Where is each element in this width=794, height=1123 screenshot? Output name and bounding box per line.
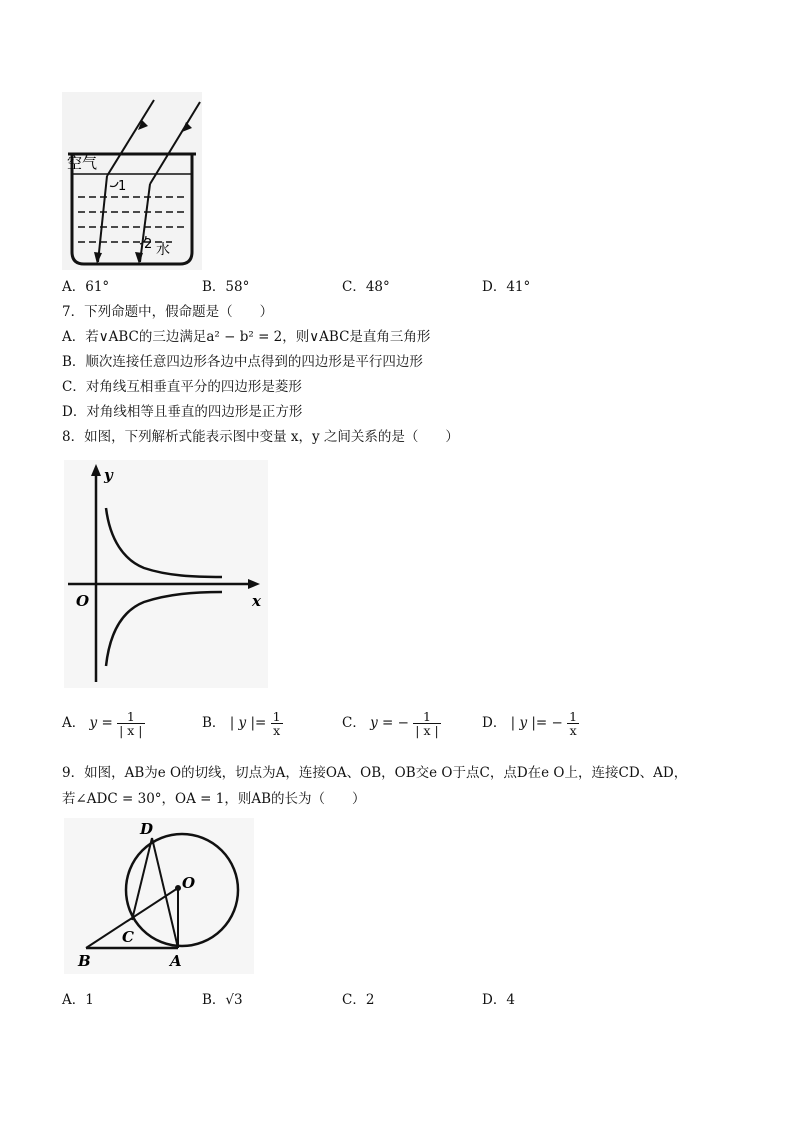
- q6-option-d: D．41°: [482, 279, 531, 295]
- q6-option-c: C．48°: [342, 279, 390, 295]
- q7-stem: 7．下列命题中，假命题是（ ）: [62, 304, 274, 320]
- point-a-label: A: [170, 952, 182, 970]
- q9-stem-line2: 若∠ADC = 30°，OA = 1，则AB的长为（ ）: [62, 791, 366, 807]
- air-label: 空气: [67, 154, 98, 172]
- fraction: $\frac{1}{| x |}$: [415, 709, 439, 738]
- circle-tangent-figure: [64, 818, 254, 974]
- q9-option-c: C．2: [342, 992, 375, 1008]
- refraction-figure: [62, 92, 202, 270]
- q6-option-a: A．61°: [62, 279, 110, 295]
- q9-option-b: B．√3: [202, 992, 243, 1008]
- point-d-label: D: [140, 820, 154, 838]
- hyperbola-graph: [64, 460, 268, 688]
- q8-option-a: A． y = $\frac{1}{| x |}$: [62, 709, 143, 738]
- fraction: $\frac{1}{| x |}$: [119, 709, 143, 738]
- q8-stem: 8．如图，下列解析式能表示图中变量 x，y 之间关系的是（ ）: [62, 429, 459, 445]
- angle-1-label: 1: [118, 179, 127, 194]
- q8-option-c: C． y = − $\frac{1}{| x |}$: [342, 709, 439, 738]
- y-axis-label: y: [104, 466, 113, 484]
- point-b-label: B: [78, 952, 91, 970]
- point-c-label: C: [122, 928, 134, 946]
- q6-option-b: B．58°: [202, 279, 250, 295]
- angle-2-label: 2: [144, 237, 153, 252]
- q7-option-c: C．对角线互相垂直平分的四边形是菱形: [62, 379, 302, 395]
- origin-label: O: [76, 592, 90, 610]
- q7-option-b: B．顺次连接任意四边形各边中点得到的四边形是平行四边形: [62, 354, 423, 370]
- q9-stem-line1: 9．如图，AB为e O的切线，切点为A，连接OA、OB，OB交e O于点C，点D在e O上，连接CD、AD，: [62, 765, 688, 781]
- water-label: 水: [156, 242, 170, 258]
- q9-option-d: D．4: [482, 992, 515, 1008]
- q7-option-a: A．若∨ABC的三边满足a² − b² = 2，则∨ABC是直角三角形: [62, 329, 431, 345]
- x-axis-label: x: [252, 592, 261, 610]
- q8-option-b: B． | y |= $\frac{1}{x}$: [202, 709, 281, 738]
- point-o-label: O: [182, 874, 196, 892]
- q9-option-a: A．1: [62, 992, 94, 1008]
- fraction: $\frac{1}{x}$: [569, 709, 578, 738]
- fraction: $\frac{1}{x}$: [272, 709, 281, 738]
- q8-option-d: D． | y |= − $\frac{1}{x}$: [482, 709, 578, 738]
- q7-option-d: D．对角线相等且垂直的四边形是正方形: [62, 404, 303, 420]
